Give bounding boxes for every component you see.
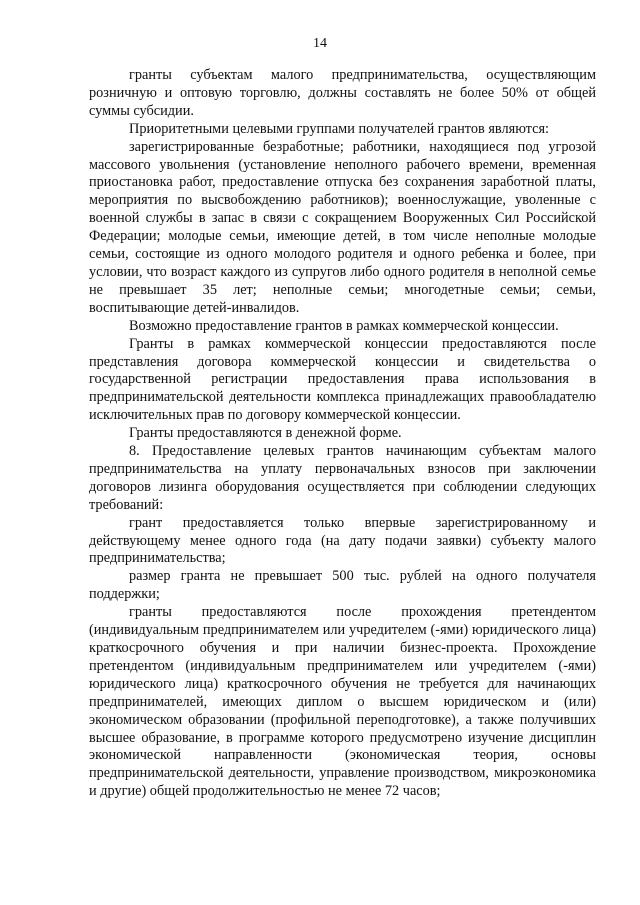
paragraph-first-registration: грант предоставляется только впервые зарегистрированному и действующему менее одного года (на дату подачи заявки) субъекту малого предпринимательства; xyxy=(89,514,596,567)
paragraph-franchise-conditions: Гранты в рамках коммерческой концессии предоставляются после представления договора коммерческой концессии и свидетельства о государственной регистрации предоставления права использования в предпринимательской деятельности комплекса принадлежащих правообладателю исключительных прав по договору коммерческой концессии. xyxy=(89,335,596,424)
paragraph-training-requirement: гранты предоставляются после прохождения претендентом (индивидуальным предпринимателем или учредителем (-ями) юридического лица) краткосрочного обучения и при наличии бизнес-проекта. Прохождение претендентом (индивидуальным предпринимателем или учредителем (-ями) юридического лица) краткосрочного обучения не требуется для начинающих предпринимателей, имеющих диплом о высшем юридическом и (или) экономическом образовании (профильной переподготовке), а также получивших высшее образование, в программе которого предусмотрено изучение дисциплин экономической направленности (экономическая теория, основы предпринимательской деятельности, управление производством, микроэкономика и другие) общей продолжительностью не менее 72 часов; xyxy=(89,604,596,800)
paragraph-priority-groups-heading: Приоритетными целевыми группами получателей грантов являются: xyxy=(129,120,549,137)
paragraph-item-8-leasing: 8. Предоставление целевых грантов начинающим субъектам малого предпринимательства на уплату первоначальных взносов при заключении договоров лизинга оборудования осуществляется при соблюдении следующих требований: xyxy=(89,443,596,513)
page-body xyxy=(89,67,596,801)
paragraph-retail-grants-limit: гранты субъектам малого предпринимательства, осуществляющим розничную и оптовую торговлю, должны составлять не более 50% от общей суммы субсидии. xyxy=(89,67,596,119)
paragraph-cash-form: Гранты предоставляются в денежной форме. xyxy=(129,425,402,442)
page-number: 14 xyxy=(313,36,327,51)
paragraph-priority-groups-list: зарегистрированные безработные; работники, находящиеся под угрозой массового увольнения (установление неполного рабочего времени, временная приостановка работ, предоставление отпуска без сохранения заработной платы, мероприятия по высвобождению работников); военнослужащие, уволенные с военной службы в запас в связи с сокращением Вооруженных Сил Российской Федерации; молодые семьи, имеющие детей, в том числе неполные молодые семьи, состоящие из одного молодого родителя и одного ребенка и более, при условии, что возраст каждого из супругов либо одного родителя в неполной семье не превышает 35 лет; неполные семьи; многодетные семьи; семьи, воспитывающие детей-инвалидов. xyxy=(89,138,596,316)
paragraph-franchise-grants: Возможно предоставление грантов в рамках коммерческой концессии. xyxy=(129,317,559,334)
paragraph-grant-size: размер гранта не превышает 500 тыс. рублей на одного получателя поддержки; xyxy=(89,568,596,603)
